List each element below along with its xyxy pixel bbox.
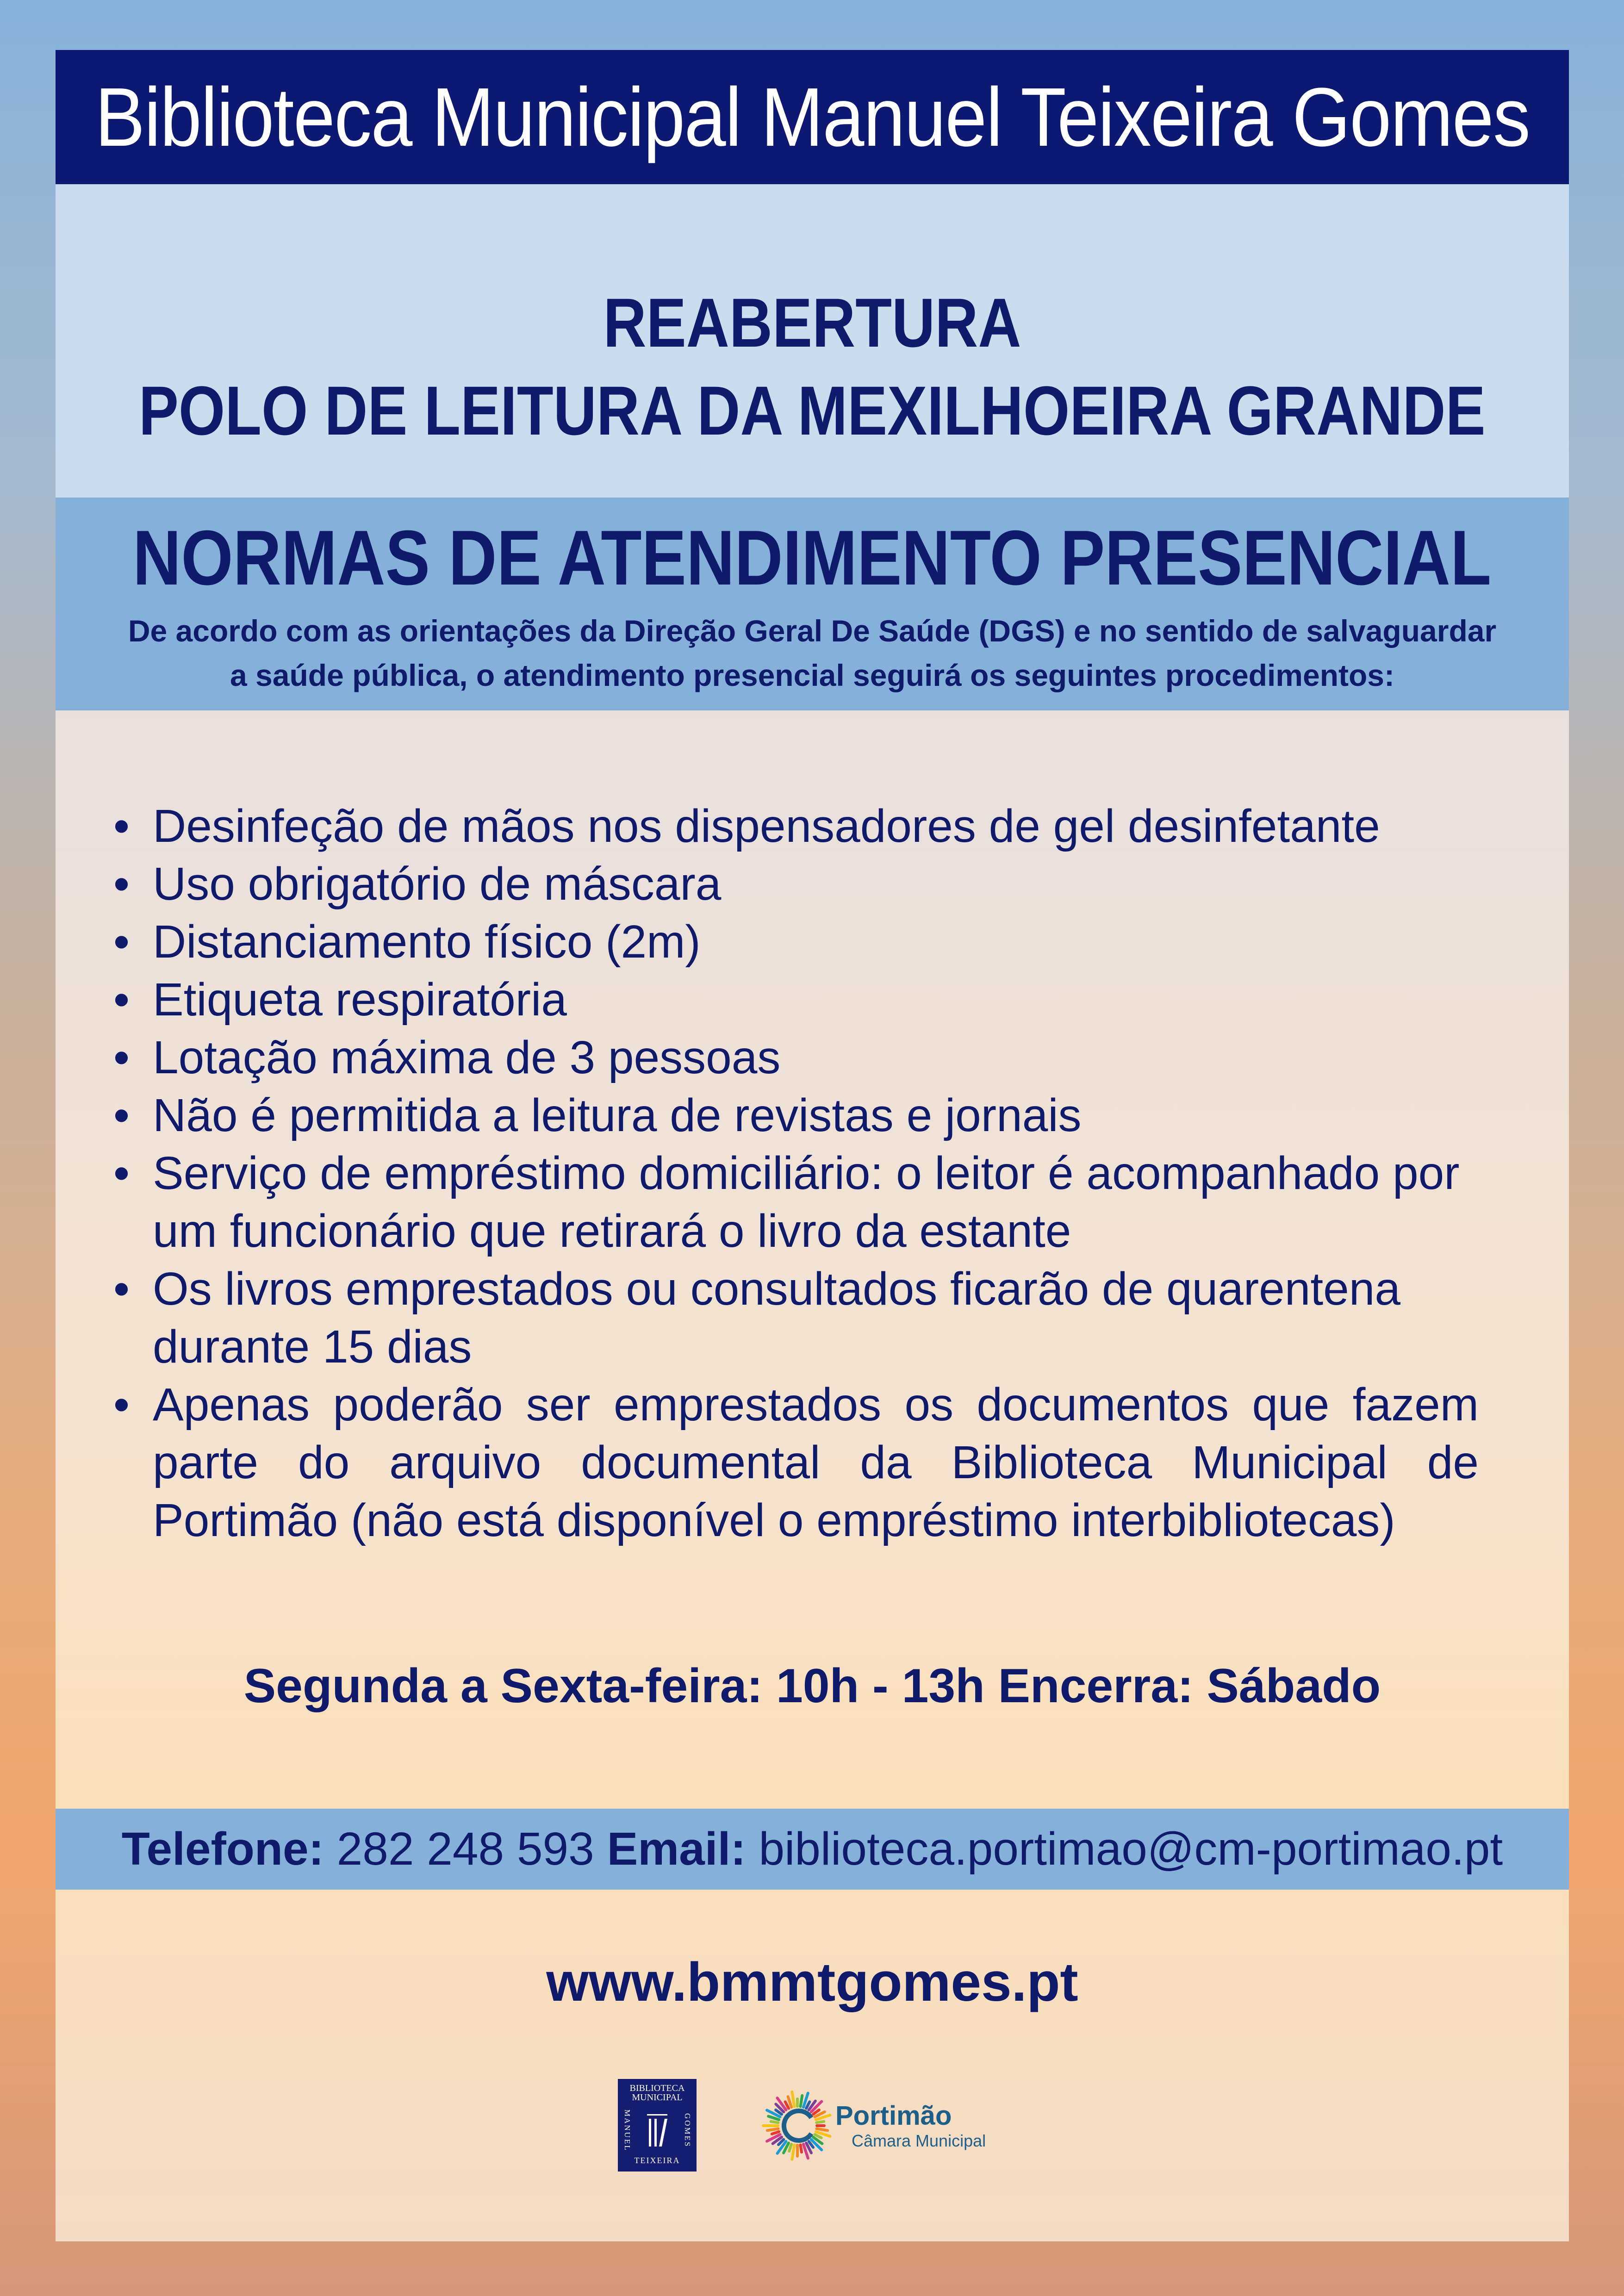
- sun-ray: [801, 2096, 803, 2107]
- reopening-band: [56, 184, 1569, 548]
- library-title: Biblioteca Municipal Manuel Teixeira Gomes: [95, 70, 1530, 164]
- list-item-text: Distanciamento físico (2m): [153, 916, 701, 968]
- list-item: [113, 797, 1479, 855]
- rules-title: NORMAS DE ATENDIMENTO PRESENCIAL: [133, 514, 1492, 601]
- portimao-name: Portimão: [835, 2101, 952, 2131]
- list-item: [113, 1376, 1479, 1549]
- list-item: [113, 1145, 1479, 1260]
- header-band: [56, 50, 1569, 184]
- sun-ray: [772, 2132, 779, 2134]
- rules-list: [113, 797, 1479, 1549]
- list-item: [113, 913, 1479, 971]
- bullet-icon: •: [113, 800, 130, 852]
- email-label: Email:: [607, 1823, 746, 1875]
- phone-number: 282 248 593: [336, 1823, 594, 1875]
- list-item-text: Uso obrigatório de máscara: [153, 858, 722, 910]
- sun-ray: [816, 2122, 824, 2123]
- reading-pole-heading: POLO DE LEITURA DA MEXILHOEIRA GRANDE: [139, 371, 1486, 449]
- sun-ray: [792, 2145, 794, 2159]
- bullet-icon: •: [113, 1089, 130, 1141]
- list-item: [113, 1087, 1479, 1145]
- contact-band: [56, 1809, 1569, 1890]
- list-item: [113, 1260, 1479, 1376]
- library-logo-right: GOMES: [683, 2113, 692, 2148]
- bullet-icon: •: [113, 974, 130, 1026]
- list-item-text: Serviço de empréstimo domiciliário: o leitor é acompanhado por um funcionário que retirará o livro da estante: [153, 1147, 1460, 1257]
- list-item: [113, 1029, 1479, 1087]
- bullet-icon: •: [113, 916, 130, 968]
- sun-ray: [767, 2129, 778, 2131]
- library-logo-left: MANUEL: [623, 2109, 632, 2152]
- library-logo-top: BIBLIOTECA MUNICIPAL: [629, 2083, 685, 2103]
- sun-ray: [771, 2122, 778, 2123]
- bullet-icon: •: [113, 1147, 130, 1199]
- library-logo-bottom: TEIXEIRA: [634, 2156, 680, 2165]
- website-link: www.bmmtgomes.pt: [546, 1952, 1078, 2013]
- sun-ray: [792, 2092, 794, 2107]
- poster: [56, 50, 1569, 2241]
- sun-ray: [801, 2145, 802, 2152]
- portimao-logo: [757, 2082, 1034, 2170]
- list-item-text: Apenas poderão ser emprestados os documentos que fazem parte do arquivo documental da Biblioteca Municipal de Portimão (não está disponível o empréstimo interbibliotecas): [153, 1379, 1479, 1546]
- bullet-icon: •: [113, 1379, 130, 1431]
- portimao-subtitle: Câmara Municipal: [852, 2131, 986, 2150]
- sun-arc: [784, 2111, 811, 2140]
- list-item-text: Os livros emprestados ou consultados ficarão de quarentena durante 15 dias: [153, 1263, 1400, 1373]
- list-item-text: Etiqueta respiratória: [153, 974, 567, 1026]
- phone-label: Telefone:: [121, 1823, 324, 1875]
- portimao-sun-icon: [757, 2082, 840, 2170]
- list-item: [113, 855, 1479, 913]
- book-stand-icon: [643, 2109, 671, 2151]
- rules-subtitle: De acordo com as orientações da Direção Geral De Saúde (DGS) e no sentido de salvaguardar a saúde pública, o atendimento presencial seguirá os seguintes procedimentos:: [128, 614, 1497, 692]
- list-item-text: Lotação máxima de 3 pessoas: [153, 1032, 781, 1083]
- list-item-text: Desinfeção de mãos nos dispensadores de gel desinfetante: [153, 800, 1380, 852]
- email-address: biblioteca.portimao@cm-portimao.pt: [759, 1823, 1503, 1875]
- list-item: [113, 971, 1479, 1029]
- bullet-icon: •: [113, 858, 130, 910]
- opening-hours: Segunda a Sexta-feira: 10h - 13h Encerra: Sábado: [243, 1659, 1381, 1713]
- list-item-text: Não é permitida a leitura de revistas e jornais: [153, 1089, 1082, 1141]
- sun-ray: [816, 2129, 828, 2131]
- rules-band: [56, 498, 1569, 710]
- sun-ray: [789, 2144, 791, 2151]
- reopening-heading: REABERTURA: [603, 283, 1021, 361]
- library-logo: [618, 2079, 697, 2172]
- bullet-icon: •: [113, 1263, 130, 1315]
- bullet-icon: •: [113, 1032, 130, 1083]
